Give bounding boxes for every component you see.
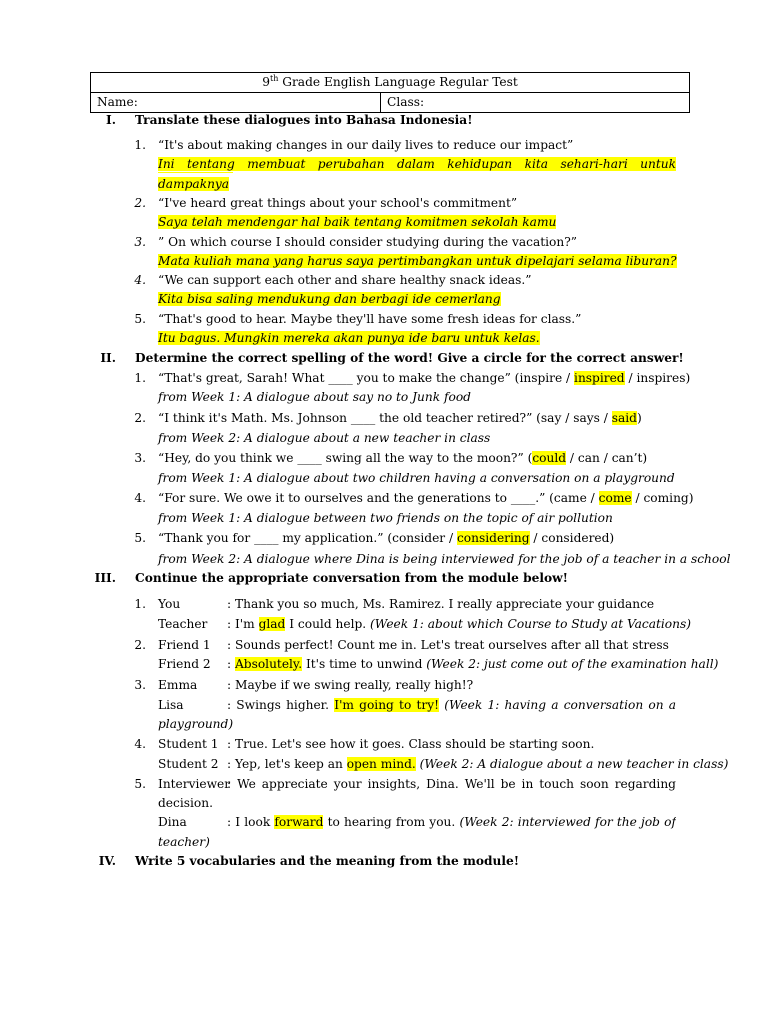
- s2-q2-text: “I think it's Math. Ms. Johnson ____ the old teacher retired?” (say / says / said): [158, 411, 642, 425]
- test-title: 9th Grade English Language Regular Test: [91, 73, 690, 93]
- s1-q1-answer-line1: Ini tentang membuat perubahan dalam kehidupan kita sehari-hari untuk: [158, 157, 676, 173]
- s3-d1-number: 1.: [134, 597, 146, 611]
- s3-d5-line2: : I look forward to hearing from you. (Week 2: interviewed for the job of: [227, 815, 676, 829]
- s2-q4-number: 4.: [134, 491, 146, 505]
- s2-q5-number: 5.: [134, 531, 146, 545]
- s3-d5-number: 5.: [134, 777, 146, 791]
- section-2-title: Determine the correct spelling of the word! Give a circle for the correct answer!: [135, 351, 684, 365]
- s1-q3-answer: Mata kuliah mana yang harus saya pertimbangkan untuk dipelajari selama liburan?: [158, 254, 677, 268]
- s3-d2-line1: : Sounds perfect! Count me in. Let's treat ourselves after all that stress: [227, 638, 669, 652]
- s3-d5-speaker2: Dina: [158, 815, 187, 829]
- s2-q3-number: 3.: [134, 451, 146, 465]
- s3-d5-line2-cont: teacher): [158, 835, 210, 849]
- s1-q5-text: “That's good to hear. Maybe they'll have some fresh ideas for class.”: [158, 312, 582, 326]
- s3-d3-speaker1: Emma: [158, 678, 198, 692]
- s2-q2-number: 2.: [134, 411, 146, 425]
- class-field: Class:: [381, 93, 690, 113]
- s2-q5-text: “Thank you for ____ my application.” (consider / considering / considered): [158, 531, 615, 545]
- s1-q2-text: “I've heard great things about your school's commitment”: [158, 196, 518, 210]
- s3-d4-line1: : True. Let's see how it goes. Class should be starting soon.: [227, 737, 595, 751]
- s3-d5-line1-cont: decision.: [158, 796, 213, 810]
- section-1-numeral: I.: [106, 113, 116, 127]
- s1-q3-text: ” On which course I should consider studying during the vacation?”: [158, 235, 577, 249]
- section-4-numeral: IV.: [98, 854, 116, 868]
- s2-q4-source: from Week 1: A dialogue between two friends on the topic of air pollution: [158, 511, 613, 525]
- s3-d1-line1: : Thank you so much, Ms. Ramirez. I really appreciate your guidance: [227, 597, 655, 611]
- section-3-numeral: III.: [94, 571, 116, 585]
- s3-d4-number: 4.: [134, 737, 146, 751]
- s3-d3-line1: : Maybe if we swing really, really high!?: [227, 678, 474, 692]
- s2-q1-number: 1.: [134, 371, 146, 385]
- s2-q3-text: “Hey, do you think we ____ swing all the way to the moon?” (could / can / can’t): [158, 451, 648, 465]
- s3-d3-line2-cont: playground): [158, 717, 234, 731]
- s3-d1-line2: : I'm glad I could help. (Week 1: about which Course to Study at Vacations): [227, 617, 692, 631]
- s3-d1-speaker1: You: [158, 597, 181, 611]
- s2-q4-text: “For sure. We owe it to ourselves and the generations to ____.” (came / come / coming): [158, 491, 694, 505]
- s1-q3-number: 3.: [134, 235, 146, 249]
- s3-d4-speaker1: Student 1: [158, 737, 219, 751]
- s3-d4-line2: : Yep, let's keep an open mind. (Week 2: A dialogue about a new teacher in class): [227, 757, 729, 771]
- s3-d2-speaker1: Friend 1: [158, 638, 211, 652]
- s3-d2-line2: : Absolutely. It's time to unwind (Week 2: just come out of the examination hall): [227, 657, 719, 671]
- section-2-numeral: II.: [100, 351, 116, 365]
- s1-q2-answer: Saya telah mendengar hal baik tentang komitmen sekolah kamu: [158, 215, 557, 229]
- s2-q3-source: from Week 1: A dialogue about two children having a conversation on a playground: [158, 471, 675, 485]
- s2-q1-source: from Week 1: A dialogue about say no to Junk food: [158, 390, 471, 404]
- s1-q2-number: 2.: [134, 196, 146, 210]
- s3-d1-speaker2: Teacher: [158, 617, 208, 631]
- s1-q4-answer: Kita bisa saling mendukung dan berbagi ide cemerlang: [158, 292, 501, 306]
- s3-d3-number: 3.: [134, 678, 146, 692]
- s3-d2-number: 2.: [134, 638, 146, 652]
- s1-q4-text: “We can support each other and share healthy snack ideas.”: [158, 273, 532, 287]
- s1-q1-number: 1.: [134, 138, 146, 152]
- section-1-title: Translate these dialogues into Bahasa Indonesia!: [135, 113, 473, 127]
- s2-q2-source: from Week 2: A dialogue about a new teacher in class: [158, 431, 491, 445]
- s3-d3-line2: : Swings higher. I'm going to try! (Week 1: having a conversation on a: [227, 698, 676, 712]
- s2-q1-text: “That's great, Sarah! What ____ you to make the change” (inspire / inspired / inspires): [158, 371, 691, 385]
- s1-q5-answer: Itu bagus. Mungkin mereka akan punya ide baru untuk kelas.: [158, 331, 540, 345]
- section-3-title: Continue the appropriate conversation from the module below!: [135, 571, 568, 585]
- name-field: Name:: [91, 93, 381, 113]
- s2-q5-source: from Week 2: A dialogue where Dina is being interviewed for the job of a teacher in a school: [158, 552, 731, 566]
- s3-d5-line1: : We appreciate your insights, Dina. We'll be in touch soon regarding: [227, 777, 676, 791]
- header-table: [90, 72, 690, 113]
- s3-d4-speaker2: Student 2: [158, 757, 219, 771]
- s3-d2-speaker2: Friend 2: [158, 657, 211, 671]
- s1-q5-number: 5.: [134, 312, 146, 326]
- s1-q4-number: 4.: [134, 273, 146, 287]
- s3-d5-speaker1: Interviewer: [158, 777, 231, 791]
- s3-d3-speaker2: Lisa: [158, 698, 184, 712]
- section-4-title: Write 5 vocabularies and the meaning from the module!: [135, 854, 520, 868]
- s1-q1-answer-line2: dampaknya: [158, 177, 230, 191]
- s1-q1-text: “It's about making changes in our daily lives to reduce our impact”: [158, 138, 574, 152]
